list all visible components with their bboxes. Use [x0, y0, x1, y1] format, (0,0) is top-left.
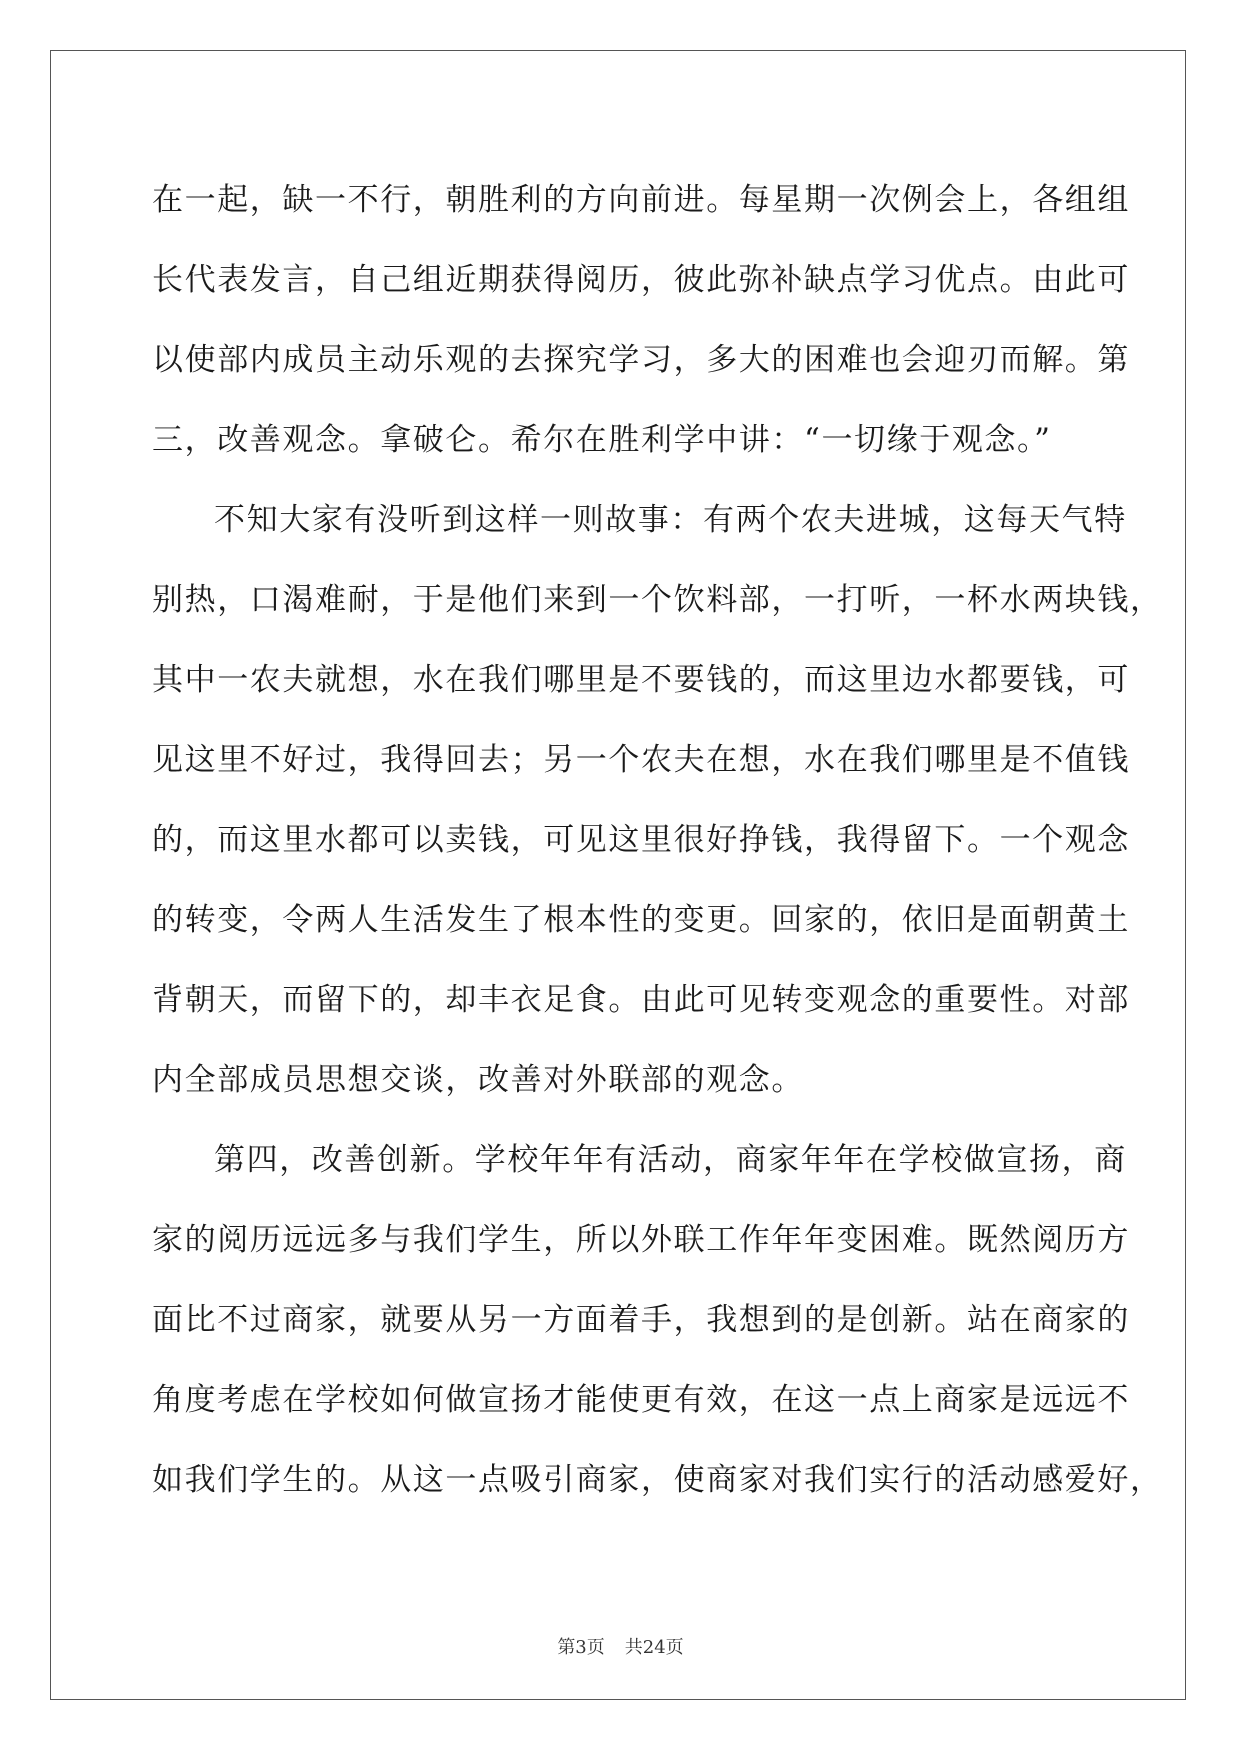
- text-line: 面比不过商家，就要从另一方面着手，我想到的是创新。站在商家的: [152, 1302, 1130, 1338]
- text-line: 的，而这里水都可以卖钱，可见这里很好挣钱，我得留下。一个观念: [152, 822, 1130, 858]
- text-line: 背朝天，而留下的，却丰衣足食。由此可见转变观念的重要性。对部: [152, 982, 1130, 1018]
- text-line: 家的阅历远远多与我们学生，所以外联工作年年变困难。既然阅历方: [152, 1222, 1130, 1258]
- text-line: 角度考虑在学校如何做宣扬才能使更有效，在这一点上商家是远远不: [152, 1382, 1130, 1418]
- paragraph-start-line: 第四，改善创新。学校年年有活动，商家年年在学校做宣扬，商: [214, 1142, 1127, 1178]
- page-number: 第3页: [557, 1637, 605, 1658]
- text-line: 其中一农夫就想，水在我们哪里是不要钱的，而这里边水都要钱，可: [152, 662, 1130, 698]
- text-line: 如我们学生的。从这一点吸引商家，使商家对我们实行的活动感爱好，: [152, 1462, 1163, 1498]
- text-line: 三，改善观念。拿破仑。希尔在胜利学中讲：“一切缘于观念。”: [152, 422, 1052, 458]
- document-body: [152, 160, 1163, 1520]
- text-line: 长代表发言，自己组近期获得阅历，彼此弥补缺点学习优点。由此可: [152, 262, 1130, 298]
- paragraph-start-line: 不知大家有没听到这样一则故事：有两个农夫进城，这每天气特: [214, 502, 1127, 538]
- text-line: 见这里不好过，我得回去；另一个农夫在想，水在我们哪里是不值钱: [152, 742, 1130, 778]
- text-line: 以使部内成员主动乐观的去探究学习，多大的困难也会迎刃而解。第: [152, 342, 1130, 378]
- page-total: 共24页: [624, 1637, 684, 1658]
- page-footer: [0, 1633, 1241, 1659]
- text-line: 内全部成员思想交谈，改善对外联部的观念。: [152, 1062, 804, 1098]
- text-line: 别热，口渴难耐，于是他们来到一个饮料部，一打听，一杯水两块钱，: [152, 582, 1163, 618]
- text-line: 在一起，缺一不行，朝胜利的方向前进。每星期一次例会上，各组组: [152, 182, 1130, 218]
- text-line: 的转变，令两人生活发生了根本性的变更。回家的，依旧是面朝黄土: [152, 902, 1130, 938]
